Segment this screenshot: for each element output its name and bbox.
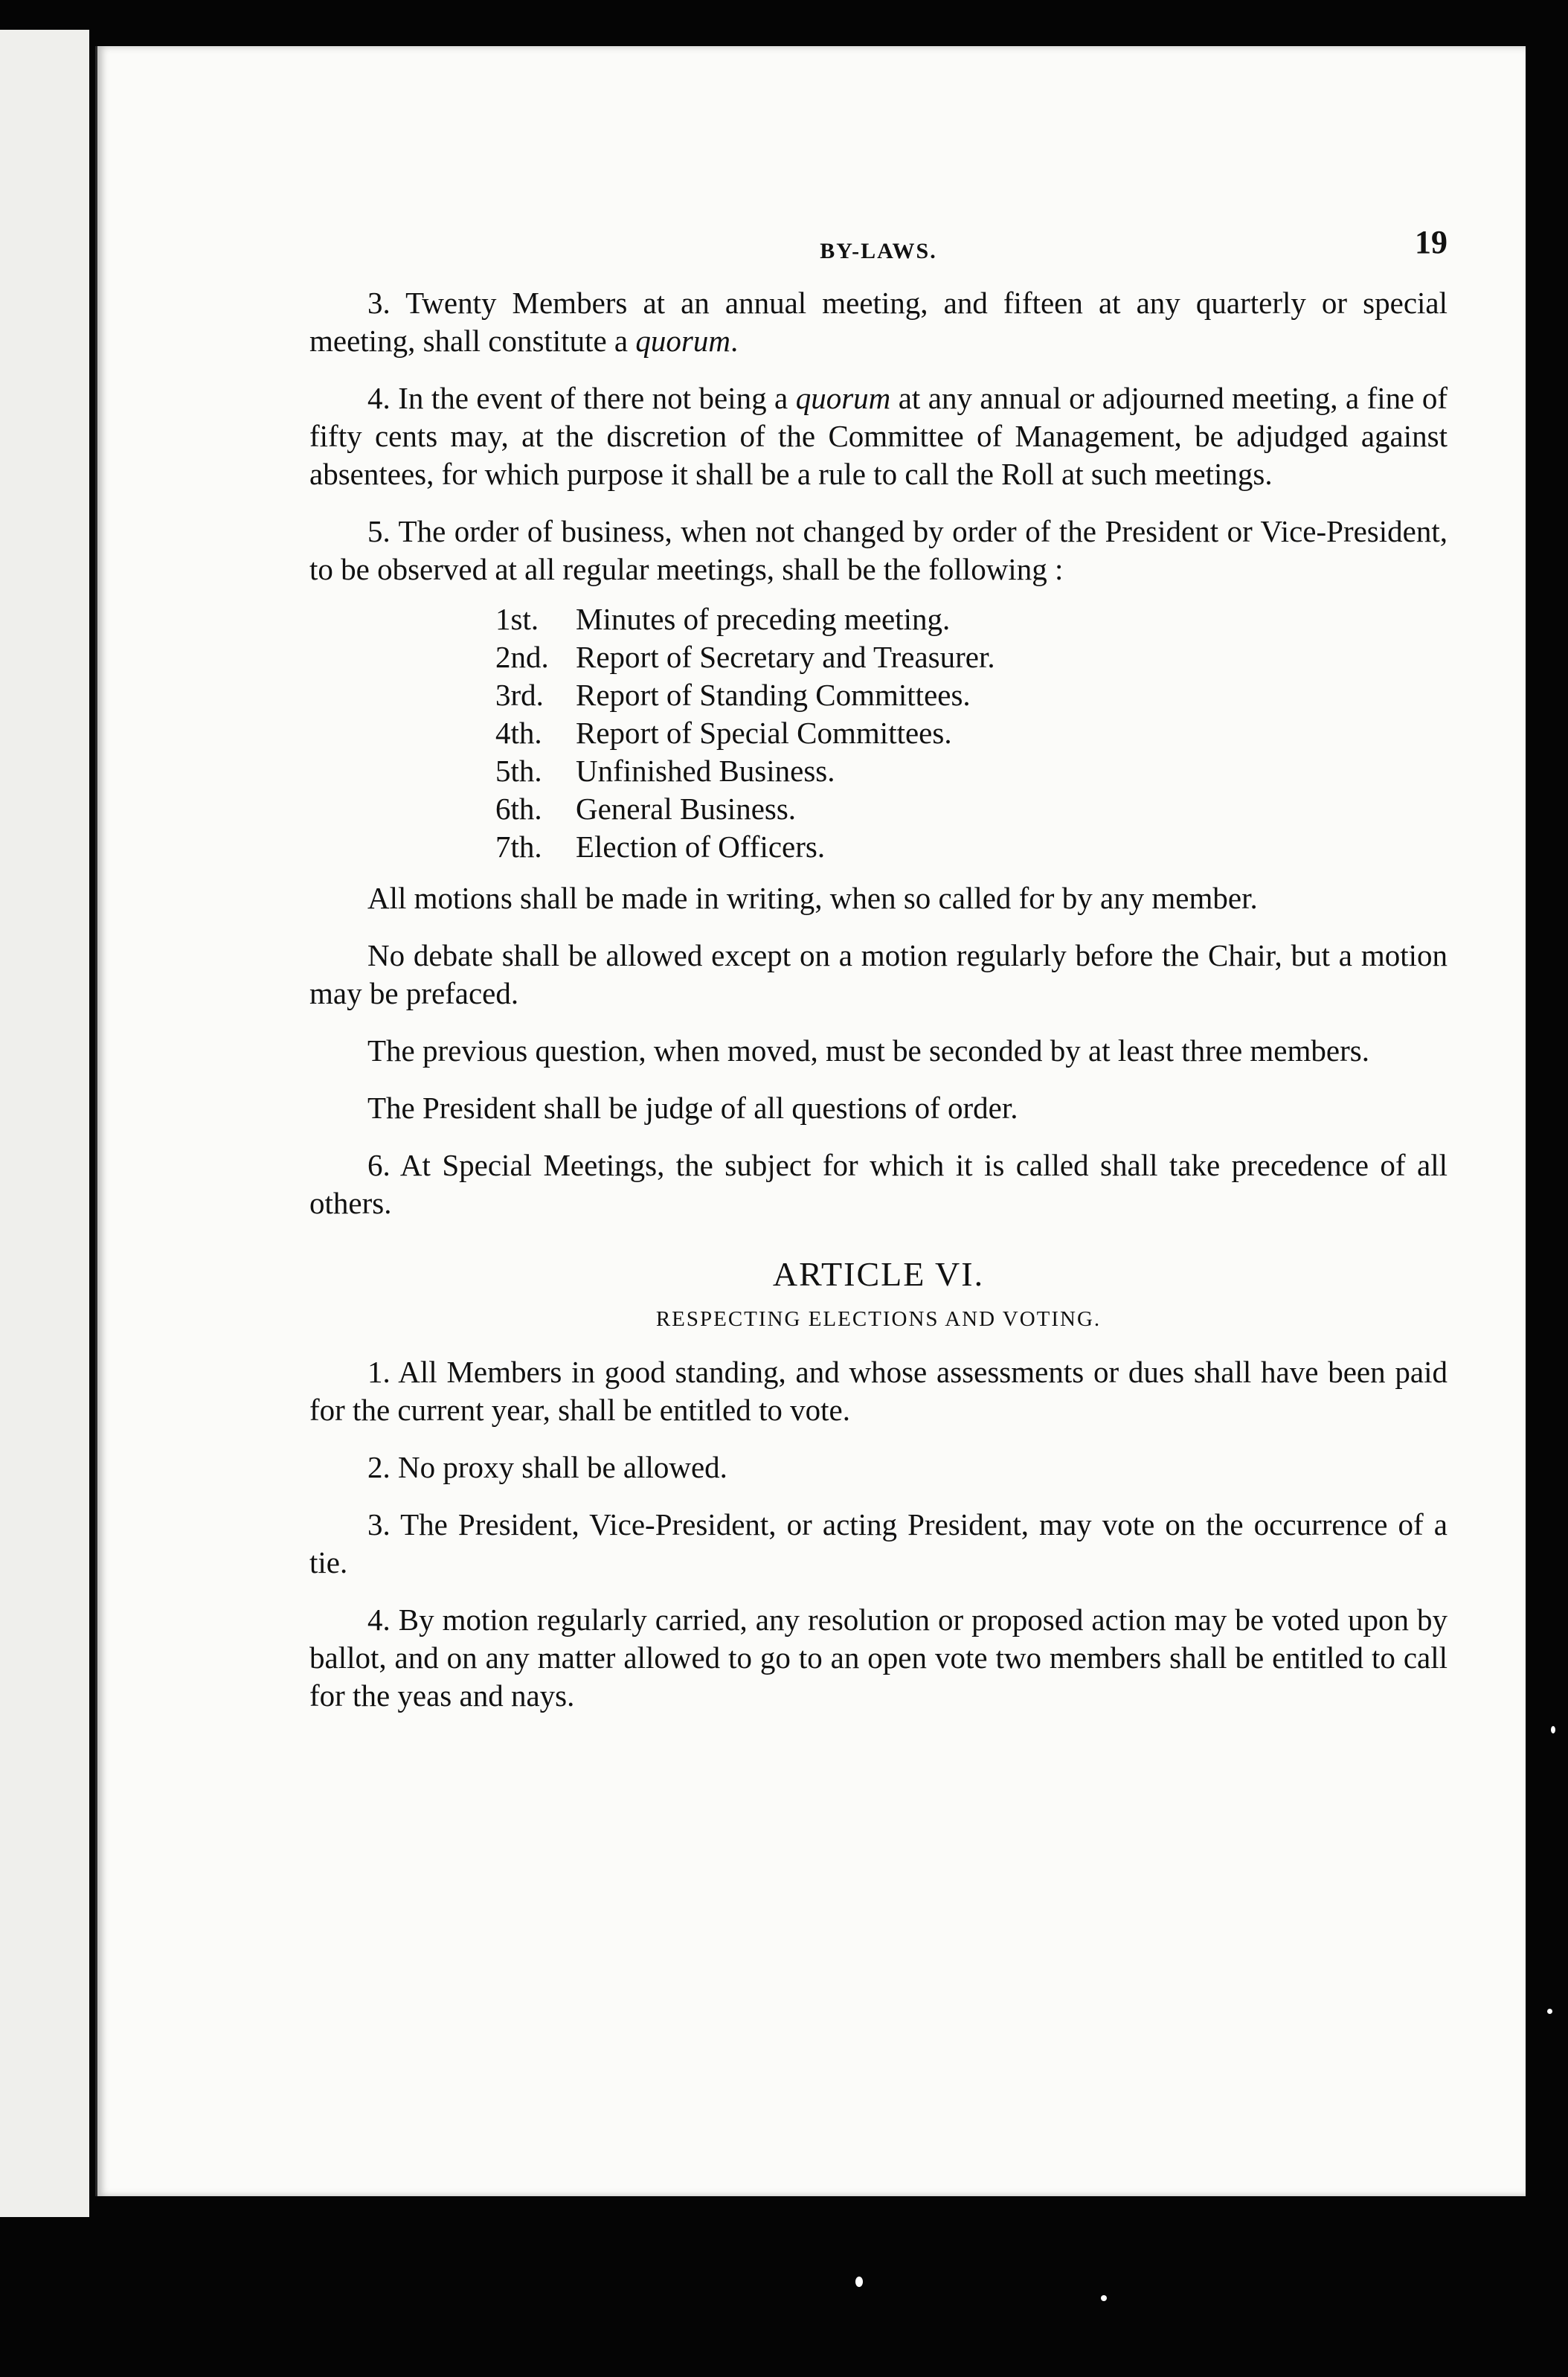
list-item: 4th. Report of Special Committees. [495, 716, 952, 750]
film-speck [1101, 2295, 1107, 2301]
article-clause: 1. All Members in good standing, and whose assessments or dues shall have been paid for the current year, shall be entitled to vote. [309, 1355, 1447, 1427]
section-6: 6. At Special Meetings, the subject for which it is called shall take precedence of all others. [309, 1148, 1447, 1220]
article-title: ARTICLE VI. [772, 1255, 985, 1293]
adjacent-page-edge [0, 30, 89, 2217]
list-item: 2nd. Report of Secretary and Treasurer. [495, 640, 995, 674]
list-item: 3rd. Report of Standing Committees. [495, 678, 971, 712]
article-clause: 3. The President, Vice-President, or acting President, may vote on the occurrence of a tie. [309, 1507, 1447, 1579]
list-item: 6th. General Business. [495, 792, 797, 826]
list-item: 5th. Unfinished Business. [495, 754, 835, 788]
rule-questions-of-order: The President shall be judge of all questions of order. [367, 1091, 1018, 1125]
article-subtitle: RESPECTING ELECTIONS AND VOTING. [655, 1307, 1102, 1331]
section-3: 3. Twenty Members at an annual meeting, and fifteen at any quarterly or special meeting, shall constitute a quorum. [309, 286, 1447, 358]
page-number: 19 [1415, 224, 1447, 260]
film-speck [1551, 1726, 1555, 1733]
order-of-business-list [309, 600, 1447, 866]
article-clause: 2. No proxy shall be allowed. [367, 1450, 727, 1484]
list-item: 1st. Minutes of preceding meeting. [495, 602, 951, 636]
list-item: 7th. Election of Officers. [495, 830, 826, 864]
rule-motions-in-writing: All motions shall be made in writing, when so called for by any member. [367, 881, 1258, 915]
page-body [309, 284, 1447, 1734]
running-head: BY-LAWS. [820, 239, 937, 263]
article-clause: 4. By motion regularly carried, any resolution or proposed action may be voted upon by ballot, and on any matter allowed to go to an open vote two members shall be entitled to call for the yeas and nays. [309, 1603, 1447, 1713]
rule-debate: No debate shall be allowed except on a motion regularly before the Chair, but a motion may be prefaced. [309, 938, 1447, 1010]
film-speck [855, 2277, 863, 2287]
section-4: 4. In the event of there not being a quorum at any annual or adjourned meeting, a fine of fifty cents may, at the discretion of the Committee of Management, be adjudged against absentees, for which purpose it shall be a rule to call the Roll at such meetings. [309, 381, 1447, 491]
section-5: 5. The order of business, when not changed by order of the President or Vice-President, to be observed at all regular meetings, shall be the following : [309, 514, 1447, 586]
rule-previous-question: The previous question, when moved, must be seconded by at least three members. [367, 1033, 1369, 1068]
film-speck [1547, 2009, 1552, 2014]
book-page [95, 46, 1526, 2196]
